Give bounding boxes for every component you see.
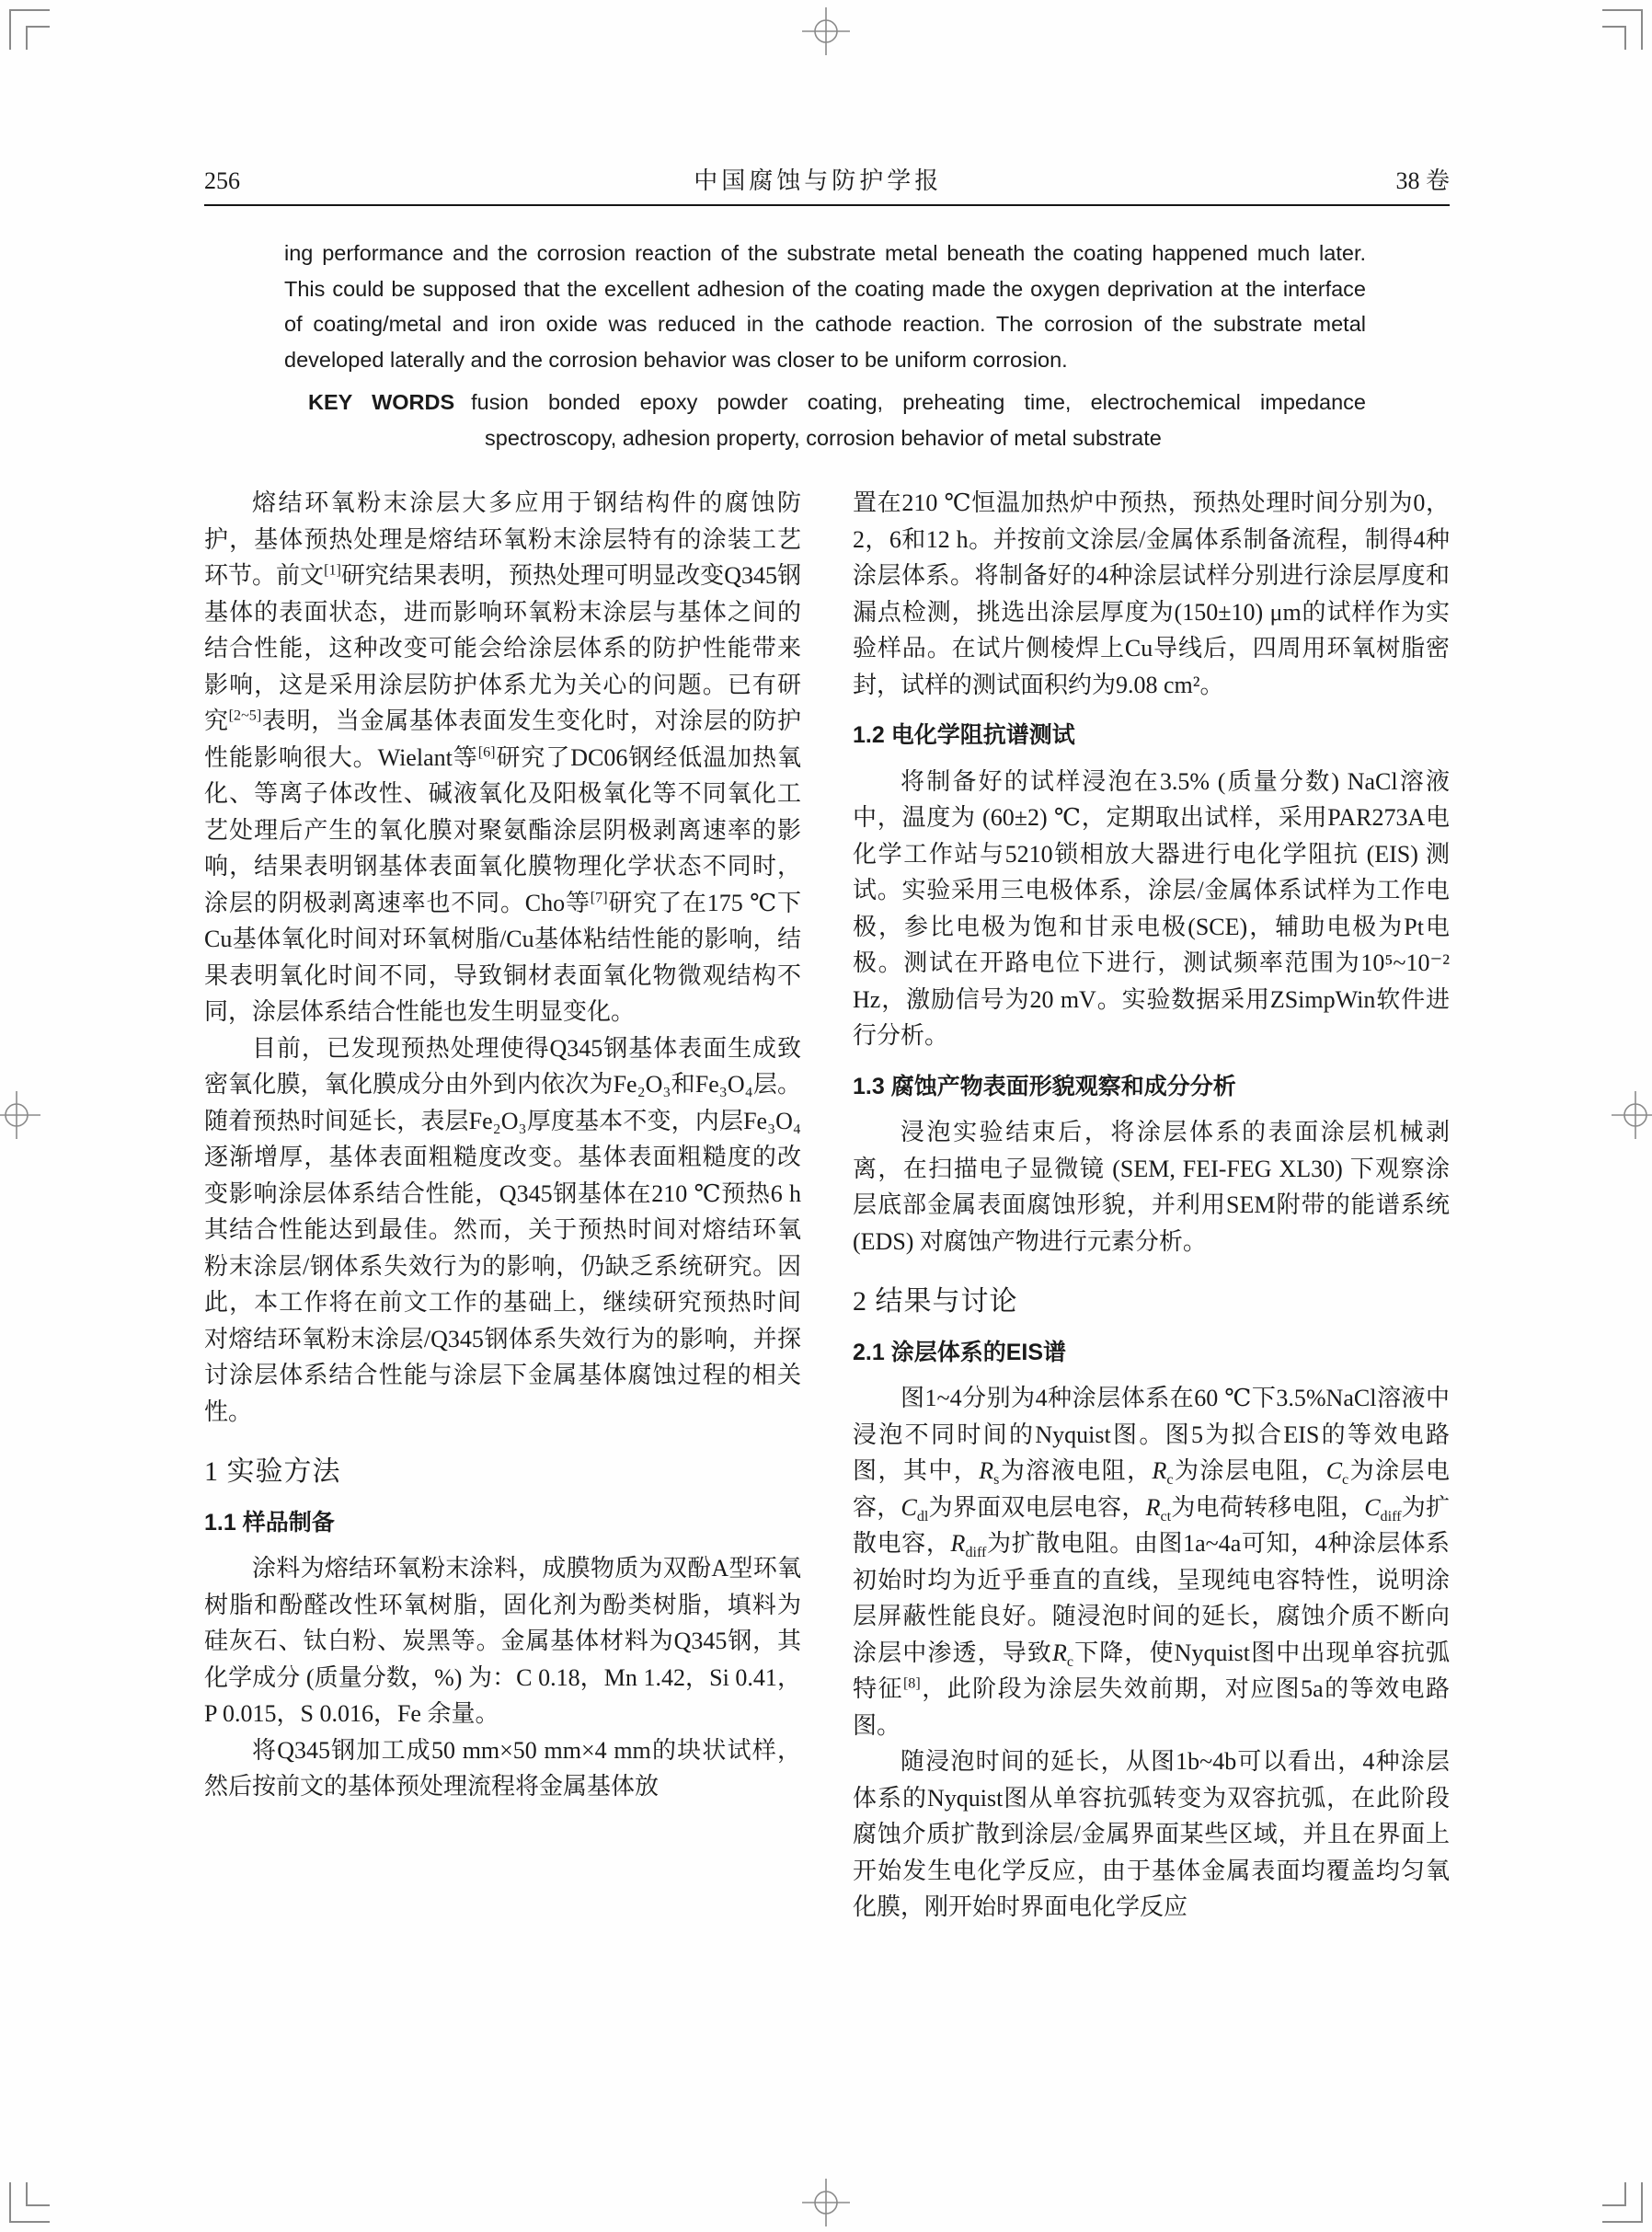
results-paragraph-1: 图1~4分别为4种涂层体系在60 ℃下3.5%NaCl溶液中浸泡不同时间的Nyquist图。图5为拟合EIS的等效电路图，其中，$R_s$为溶液电阻，$R_c$为涂层电阻，$C_c$为涂层电容，$C_{dl}$为界面双电层电容，$R_{ct}$为电荷转移电阻，$C_{diff}$为扩散电容，$R_{diff}$为扩散电阻。由图1a~4a可知，4种涂层体系初始时均为近乎垂直的直线，呈现纯电容特性，说明涂层屏蔽性能良好。随浸泡时间的延长，腐蚀介质不断向涂层中渗透，导致$R_c$下降，使Nyquist图中出现单容抗弧特征[8]，此阶段为涂层失效前期，对应图5a的等效电路图。 [853, 1385, 1450, 1739]
registration-crosshair-top-icon [800, 6, 852, 57]
intro-paragraph-2: 目前，已发现预热处理使得Q345钢基体表面生成致密氧化膜，氧化膜成分由外到内依次为Fe₂O₃和Fe₃O₄层。随着预热时间延长，表层Fe₂O₃厚度基本不变，内层Fe₃O₄逐渐增厚，基体表面粗糙度改变。基体表面粗糙度的改变影响涂层体系结合性能，Q345钢基体在210 ℃预热6 h其结合性能达到最佳。然而，关于预热时间对熔结环氧粉末涂层/钢体系失效行为的影响，仍缺乏系统研究。因此，本工作将在前文工作的基础上，继续研究预热时间对熔结环氧粉末涂层/Q345钢体系失效行为的影响，并探讨涂层体系结合性能与涂层下金属基体腐蚀过程的相关性。 [204, 1034, 801, 1425]
abstract-continuation-text: ing performance and the corrosion reaction of the substrate metal beneath the coating happened much later. This could be supposed that the excellent adhesion of the coating made the oxygen deprivation at the interface of coating/metal and iron oxide was reduced in the cathode reaction. The corrosion of the substrate metal developed laterally and the corrosion behavior was closer to be uniform corrosion. [284, 241, 1366, 372]
volume-number: 38 卷 [1395, 167, 1450, 194]
page-number: 256 [204, 167, 240, 194]
sample-prep-paragraph-continued: 置在210 ℃恒温加热炉中预热，预热处理时间分别为0，2，6和12 h。并按前文涂层/金属体系制备流程，制得4种涂层体系。将制备好的4种涂层试样分别进行涂层厚度和漏点检测，挑选出涂层厚度为(150±10) μm的试样作为实验样品。在试片侧棱焊上Cu导线后，四周用环氧树脂密封，试样的测试面积约为9.08 cm²。 [853, 489, 1450, 698]
eis-test-paragraph: 将制备好的试样浸泡在3.5% (质量分数) NaCl溶液中，温度为 (60±2) ℃，定期取出试样，采用PAR273A电化学工作站与5210锁相放大器进行电化学阻抗 (EIS) 测试。实验采用三电极体系，涂层/金属体系试样为工作电极，参比电极为饱和甘汞电极(SCE)，辅助电极为Pt电极。测试在开路电位下进行，测试频率范围为10⁵~10⁻² Hz，激励信号为20 mV。实验数据采用ZSimpWin软件进行分析。 [853, 767, 1450, 1049]
intro-paragraph-1: 熔结环氧粉末涂层大多应用于钢结构件的腐蚀防护，基体预热处理是熔结环氧粉末涂层特有的涂装工艺环节。前文[1]研究结果表明，预热处理可明显改变Q345钢基体的表面状态，进而影响环氧粉末涂层与基体之间的结合性能，这种改变可能会给涂层体系的防护性能带来影响，这是采用涂层防护体系尤为关心的问题。已有研究[2~5]表明，当金属基体表面发生变化时，对涂层的防护性能影响很大。Wielant等[6]研究了DC06钢经低温加热氧化、等离子体改性、碱液氧化及阳极氧化等不同氧化工艺处理后产生的氧化膜对聚氨酯涂层阴极剥离速率的影响，结果表明钢基体表面氧化膜物理化学状态不同时，涂层的阴极剥离速率也不同。Cho等[7]研究了在175 ℃下Cu基体氧化时间对环氧树脂/Cu基体粘结性能的影响，结果表明氧化时间不同，导致铜材表面氧化物微观结构不同，涂层体系结合性能也发生明显变化。 [204, 489, 801, 1025]
keywords-label: KEY WORDS [308, 390, 455, 414]
sample-prep-paragraph-2: 将Q345钢加工成50 mm×50 mm×4 mm的块状试样，然后按前文的基体预处理流程将金属基体放 [204, 1736, 801, 1800]
results-paragraph-2: 随浸泡时间的延长，从图1b~4b可以看出，4种涂层体系的Nyquist图从单容抗弧转变为双容抗弧，在此阶段腐蚀介质扩散到涂层/金属界面某些区域，并且在界面上开始发生电化学反应，由于基体金属表面均覆盖均匀氧化膜，刚开始时界面电化学反应 [853, 1748, 1450, 1920]
sample-prep-paragraph-1: 涂料为熔结环氧粉末涂料，成膜物质为双酚A型环氧树脂和酚醛改性环氧树脂，固化剂为酚类树脂，填料为硅灰石、钛白粉、炭黑等。金属基体材料为Q345钢，其化学成分 (质量分数，%) 为：C 0.18，Mn 1.42，Si 0.41，P 0.015，S 0.016，Fe 余量。 [204, 1555, 801, 1727]
crop-mark-top-right-inner-icon [1602, 26, 1626, 50]
keywords-text: fusion bonded epoxy powder coating, preheating time, electrochemical impedance spectroscopy, adhesion property, corrosion behavior of metal substrate [471, 390, 1366, 450]
crop-mark-bottom-left-inner-icon [26, 2182, 50, 2206]
crop-mark-bottom-right-inner-icon [1602, 2182, 1626, 2206]
crop-mark-top-left-inner-icon [26, 26, 50, 50]
morphology-paragraph: 浸泡实验结束后，将涂层体系的表面涂层机械剥离，在扫描电子显微镜 (SEM, FEI-FEG XL30) 下观察涂层底部金属表面腐蚀形貌，并利用SEM附带的能谱系统 (EDS) 对腐蚀产物进行元素分析。 [853, 1119, 1450, 1255]
registration-crosshair-right-icon [1610, 1089, 1652, 1141]
left-column [204, 485, 801, 1926]
registration-crosshair-left-icon [0, 1089, 42, 1141]
running-head [204, 162, 1450, 196]
subsection-heading-eis-test: 1.2 电化学阻抗谱测试 [853, 722, 1075, 748]
journal-title: 中国腐蚀与防护学报 [694, 167, 943, 194]
subsection-heading-sample-prep: 1.1 样品制备 [204, 1509, 335, 1536]
section-heading-methods: 1 实验方法 [204, 1456, 341, 1487]
registration-crosshair-bottom-icon [800, 2177, 852, 2228]
subsection-heading-morphology: 1.3 腐蚀产物表面形貌观察和成分分析 [853, 1073, 1236, 1099]
keywords-line [308, 385, 1366, 455]
header-rule [204, 204, 1450, 206]
subsection-heading-eis-spectra: 2.1 涂层体系的EIS谱 [853, 1339, 1066, 1365]
section-heading-results: 2 结果与讨论 [853, 1286, 1018, 1317]
english-abstract-block [284, 236, 1366, 455]
right-column [853, 485, 1450, 1926]
body-columns [204, 485, 1450, 1926]
